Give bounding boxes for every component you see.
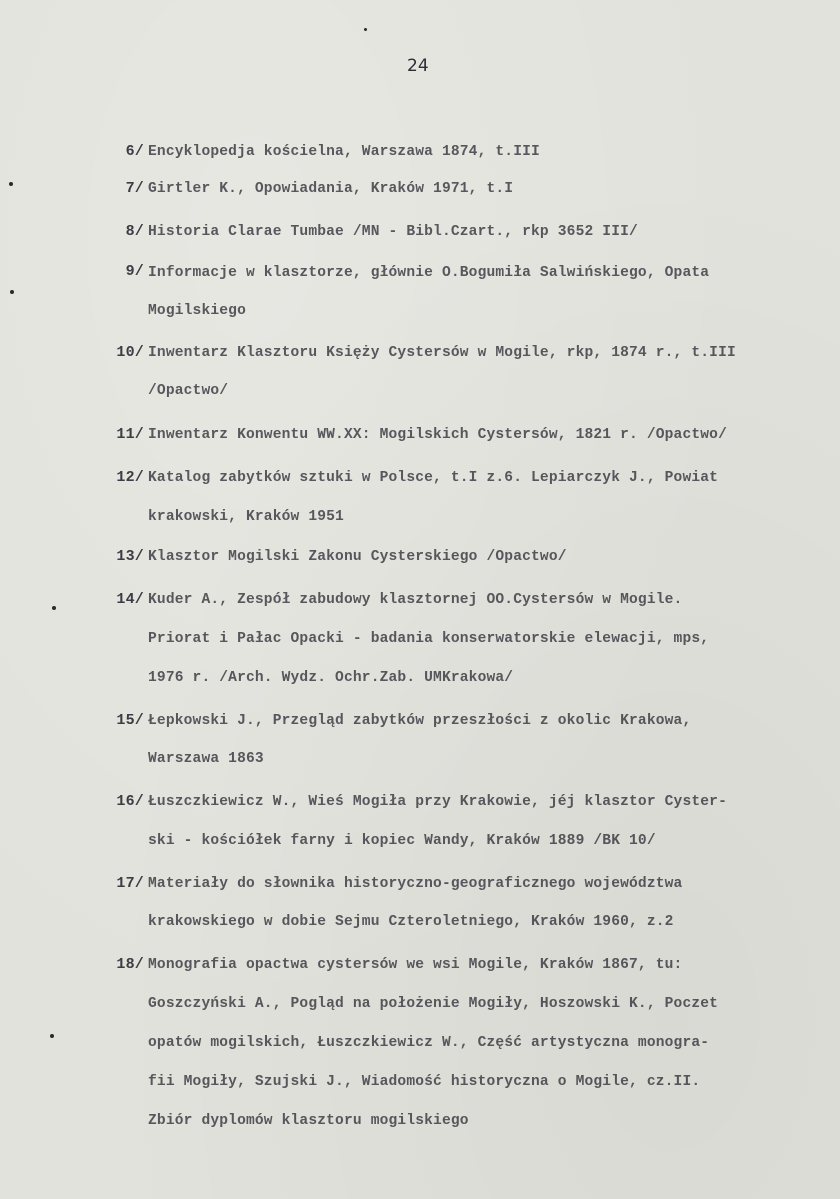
entry-line: Zbiór dyplomów klasztoru mogilskiego	[148, 1113, 469, 1129]
entry-number: 18/	[116, 956, 144, 973]
entry-line: Mogilskiego	[148, 303, 246, 319]
entry-line: opatów mogilskich, Łuszczkiewicz W., Część artystyczna monogra-	[148, 1035, 710, 1051]
entry-number: 16/	[116, 793, 144, 810]
entry-line: krakowski, Kraków 1951	[148, 509, 344, 525]
entry-number: 17/	[116, 875, 144, 892]
entry-number: 9/	[125, 263, 144, 280]
entry-line: Inwentarz Klasztoru Księży Cystersów w Mogile, rkp, 1874 r., t.III	[148, 345, 736, 361]
entry-line: krakowskiego w dobie Sejmu Czteroletniego, Kraków 1960, z.2	[148, 914, 674, 930]
entry-line: Łuszczkiewicz W., Wieś Mogiła przy Krakowie, jéj klasztor Cyster-	[148, 794, 727, 810]
entry-line: Kuder A., Zespół zabudowy klasztornej OO.Cystersów w Mogile.	[148, 592, 683, 608]
entry-line: Goszczyński A., Pogląd na położenie Mogiły, Hoszowski K., Poczet	[148, 996, 719, 1012]
scan-speck	[10, 290, 14, 294]
entry-number: 8/	[125, 223, 144, 240]
entry-line: Katalog zabytków sztuki w Polsce, t.I z.6. Lepiarczyk J., Powiat	[148, 470, 719, 486]
entry-line: Historia Clarae Tumbae /MN - Bibl.Czart., rkp 3652 III/	[148, 224, 638, 240]
entry-line: Warszawa 1863	[148, 751, 264, 767]
page-number: 24	[407, 56, 429, 76]
entry-line: Materiały do słownika historyczno-geograficznego województwa	[148, 876, 683, 892]
entry-number: 12/	[116, 469, 144, 486]
entry-line: ski - kościółek farny i kopiec Wandy, Kraków 1889 /BK 10/	[148, 833, 656, 849]
entry-line: fii Mogiły, Szujski J., Wiadomość historyczna o Mogile, cz.II.	[148, 1074, 701, 1090]
entry-number: 10/	[116, 344, 144, 361]
entry-number: 6/	[125, 143, 144, 160]
entry-number: 13/	[116, 548, 144, 565]
entry-number: 7/	[125, 180, 144, 197]
entry-line: 1976 r. /Arch. Wydz. Ochr.Zab. UMKrakowa/	[148, 670, 514, 686]
entry-line: /Opactwo/	[148, 383, 229, 399]
entry-line: Łepkowski J., Przegląd zabytków przeszłości z okolic Krakowa,	[148, 713, 692, 729]
entry-line: Klasztor Mogilski Zakonu Cysterskiego /Opactwo/	[148, 549, 567, 565]
entry-number: 14/	[116, 591, 144, 608]
scan-speck	[52, 606, 56, 610]
scan-speck	[9, 182, 13, 186]
scan-speck	[364, 28, 367, 31]
scan-speck	[50, 1034, 54, 1038]
entry-number: 15/	[116, 712, 144, 729]
entry-line: Girtler K., Opowiadania, Kraków 1971, t.I	[148, 181, 514, 197]
entry-line: Inwentarz Konwentu WW.XX: Mogilskich Cystersów, 1821 r. /Opactwo/	[148, 427, 727, 443]
entry-line: Monografia opactwa cystersów we wsi Mogile, Kraków 1867, tu:	[148, 957, 683, 973]
entry-line: Encyklopedja kościelna, Warszawa 1874, t.III	[148, 144, 540, 160]
entry-line: Priorat i Pałac Opacki - badania konserwatorskie elewacji, mps,	[148, 631, 710, 647]
entry-number: 11/	[116, 426, 144, 443]
entry-line: Informacje w klasztorze, głównie O.Bogumiła Salwińskiego, Opata	[148, 265, 710, 281]
